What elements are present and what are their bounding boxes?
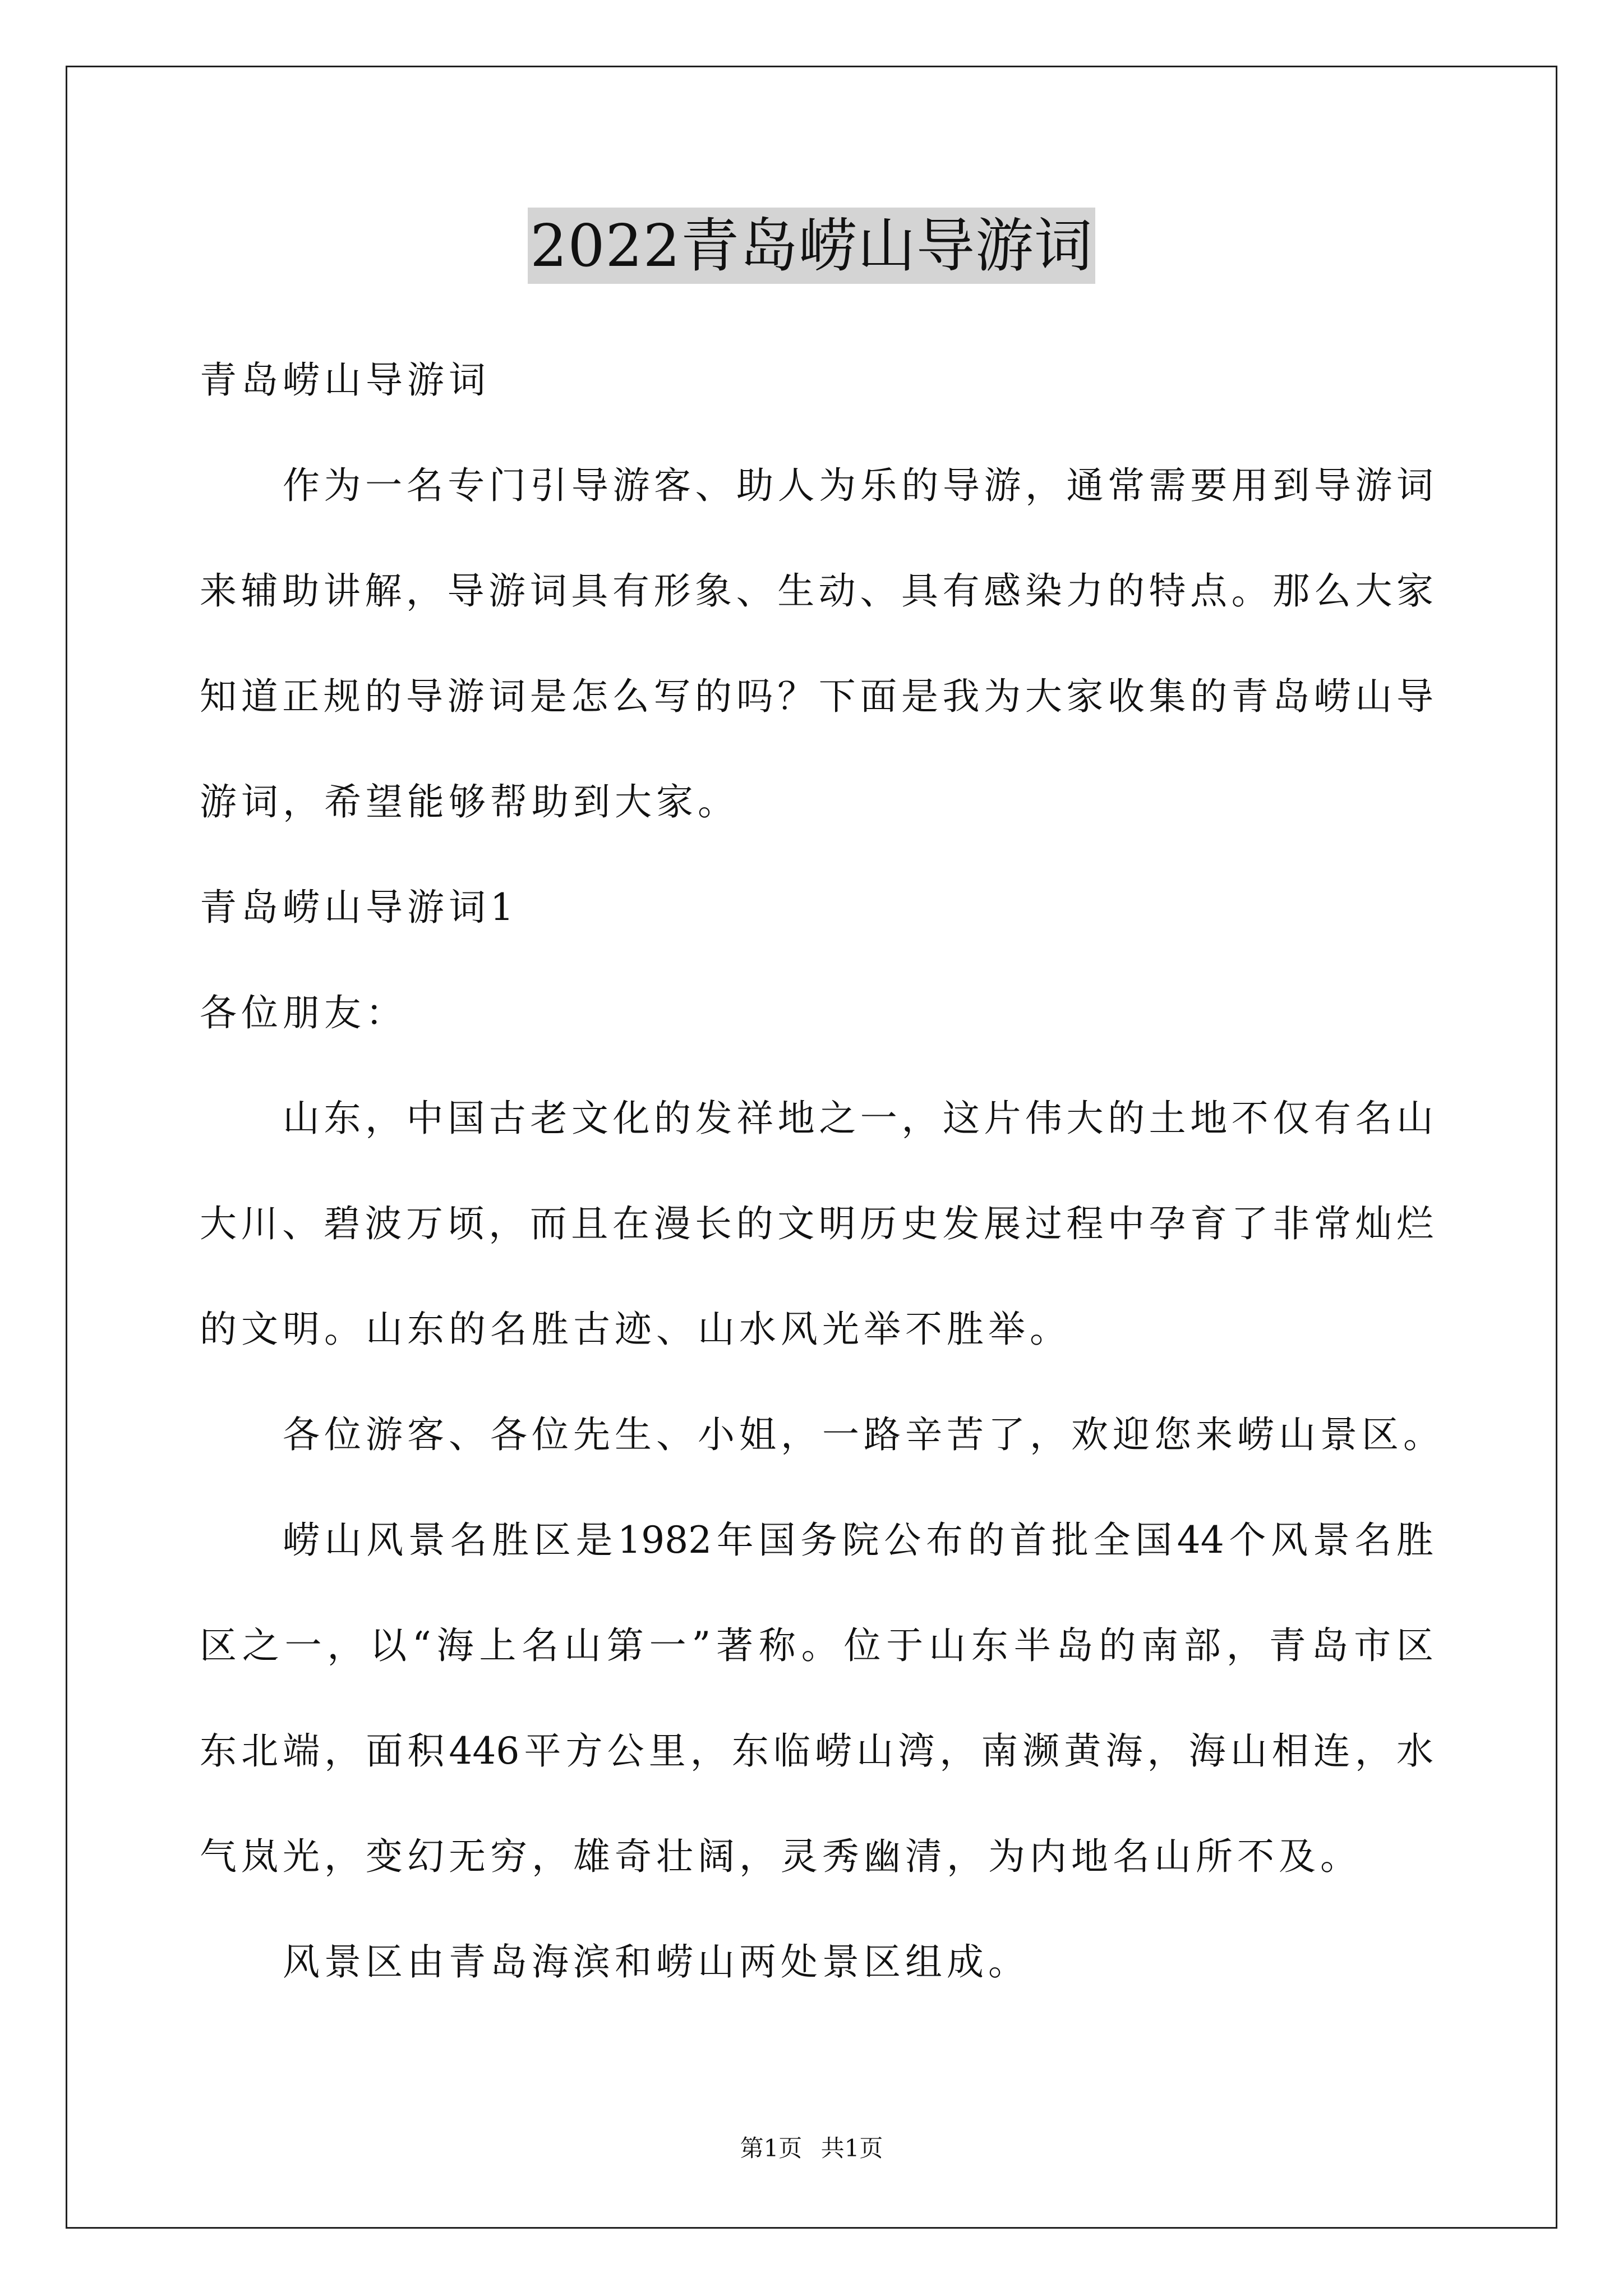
page-number: 第1页 — [740, 2134, 803, 2162]
para3-line-4: 气岚光，变幻无穷，雄奇壮阔，灵秀幽清，为内地名山所不及。 — [200, 1835, 1362, 1878]
intro-line-4: 游词，希望能够帮助到大家。 — [200, 780, 739, 823]
section-title: 青岛崂山导游词1 — [200, 886, 518, 929]
para4-line-1: 风景区由青岛海滨和崂山两处景区组成。 — [283, 1940, 1030, 1984]
main-heading: 青岛崂山导游词 — [200, 358, 490, 402]
document-body — [200, 353, 1445, 1989]
page-footer — [0, 2132, 1623, 2165]
para3-line-3: 东北端，面积446平方公里，东临崂山湾，南濒黄海，海山相连，水 — [200, 1729, 1433, 1773]
page-total: 共1页 — [820, 2134, 883, 2162]
para1-line-1: 山东，中国古老文化的发祥地之一，这片伟大的土地不仅有名山 — [283, 1097, 1433, 1140]
intro-line-3: 知道正规的导游词是怎么写的吗？下面是我为大家收集的青岛崂山导 — [200, 675, 1433, 718]
para1-line-3: 的文明。山东的名胜古迹、山水风光举不胜举。 — [200, 1308, 1071, 1351]
intro-line-1: 作为一名专门引导游客、助人为乐的导游，通常需要用到导游词 — [283, 464, 1433, 507]
para2-line-1: 各位游客、各位先生、小姐，一路辛苦了，欢迎您来崂山景区。 — [283, 1413, 1445, 1456]
intro-line-2: 来辅助讲解，导游词具有形象、生动、具有感染力的特点。那么大家 — [200, 569, 1433, 613]
title-container — [0, 208, 1623, 284]
document-title: 2022青岛崂山导游词 — [528, 208, 1095, 284]
para3-line-2: 区之一，以“海上名山第一”著称。位于山东半岛的南部，青岛市区 — [200, 1624, 1433, 1667]
para1-line-2: 大川、碧波万顷，而且在漫长的文明历史发展过程中孕育了非常灿烂 — [200, 1202, 1433, 1245]
greeting: 各位朋友： — [200, 991, 407, 1034]
para3-line-1: 崂山风景名胜区是1982年国务院公布的首批全国44个风景名胜 — [283, 1519, 1433, 1562]
